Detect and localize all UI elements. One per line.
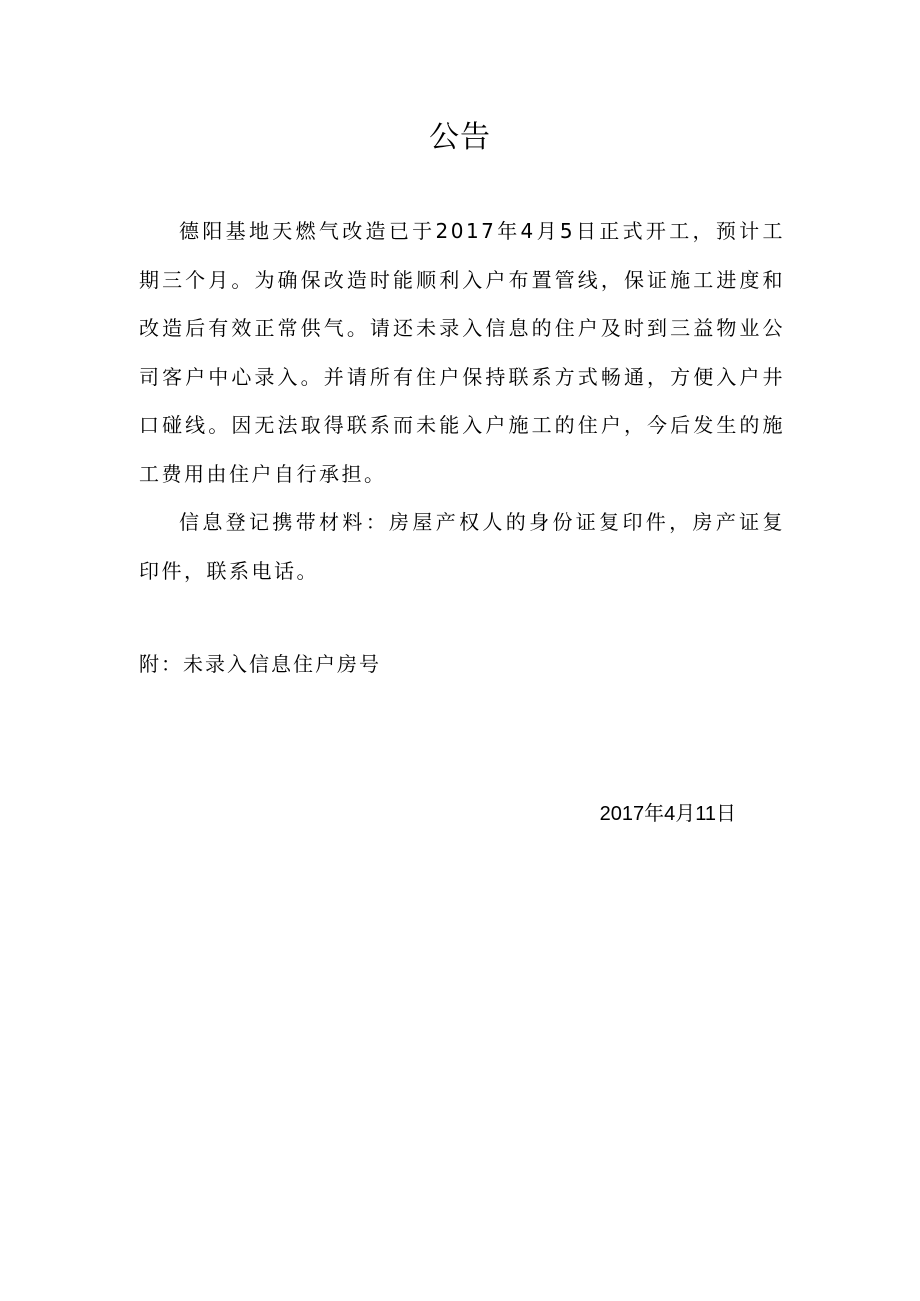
notice-body — [139, 207, 785, 595]
notice-date: 2017年4月11日 — [599, 803, 736, 825]
notice-paragraph-main: 德阳基地天燃气改造已于2017年4月5日正式开工，预计工期三个月。为确保改造时能顺利入户布置管线，保证施工进度和改造后有效正常供气。请还未录入信息的住户及时到三益物业公司客户中心录入。并请所有住户保持联系方式畅通，方便入户井口碰线。因无法取得联系而未能入户施工的住户，今后发生的施工费用由住户自行承担。 — [139, 219, 785, 486]
appendix-note: 附：未录入信息住户房号 — [139, 652, 381, 676]
notice-paragraph-materials: 信息登记携带材料：房屋产权人的身份证复印件，房产证复印件，联系电话。 — [139, 510, 785, 583]
page-title: 公告 — [429, 120, 491, 155]
